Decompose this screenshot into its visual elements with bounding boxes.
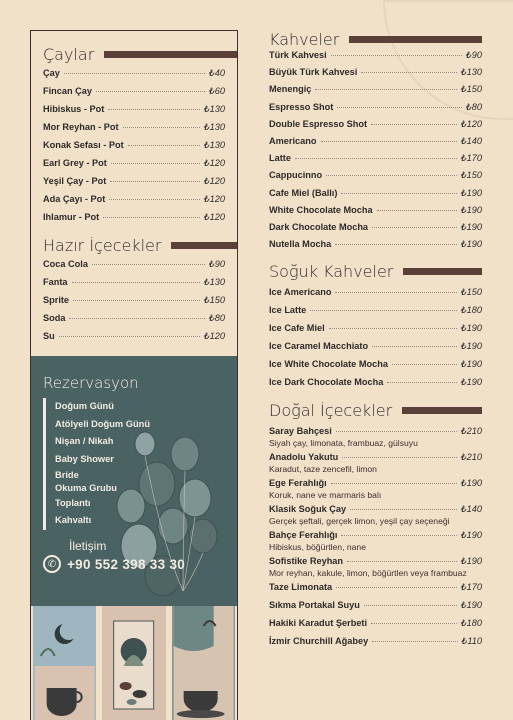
dogal-item [269,600,482,614]
menu-item-name: Cafe Miel (Ballı) [269,187,338,198]
menu-item [43,277,225,295]
rezervasyon-item: Nişan / Nikah [55,436,114,447]
dot-leader [103,217,200,218]
moon-cup-icon [33,606,96,720]
menu-item-price: ₺190 [460,204,482,215]
menu-item-price: ₺60 [208,86,225,96]
dot-leader [331,55,462,56]
menu-item-name: Espresso Shot [269,101,334,112]
dot-leader [341,193,456,194]
dot-leader [377,210,457,211]
menu-item-price: ₺130 [203,122,225,132]
menu-item-price: ₺190 [460,530,482,541]
menu-item-price: ₺120 [203,158,225,168]
menu-item-price: ₺80 [208,313,225,323]
menu-item-name: Yeşil Çay - Pot [43,176,107,186]
menu-item-name: Türk Kahvesi [269,50,327,60]
menu-item-price: ₺190 [460,239,482,250]
menu-item [269,287,482,305]
dogal-title: Doğal İçecekler [269,401,393,421]
rezervasyon-item: Toplantı [55,497,91,508]
menu-item [269,636,482,650]
menu-item-price: ₺190 [460,341,482,352]
contact-label: İletişim [69,539,107,553]
menu-item-name: Su [43,331,55,341]
menu-item [269,67,482,84]
hazir-section-title [31,236,237,255]
menu-item-price: ₺130 [203,104,225,114]
menu-item-name: İzmir Churchill Ağabey [269,636,369,647]
title-bar [171,242,237,249]
illustration-tiles [31,606,237,720]
menu-item [269,359,482,377]
title-bar [402,407,482,414]
menu-item [269,600,482,614]
dogal-item [269,618,482,632]
soguk-section-title [269,262,482,281]
menu-item [43,158,225,176]
menu-item [43,122,225,140]
menu-item-name: Fincan Çay [43,86,93,96]
rezervasyon-item: Baby Shower [55,454,114,465]
dot-leader [341,535,456,536]
menu-item-description: Koruk, nane ve marmaris balı [269,490,382,501]
menu-item-description: Siyah çay, limonata, frambuaz, gülsuyu [269,438,418,449]
dot-leader [364,605,457,606]
menu-item-name: Earl Grey - Pot [43,158,107,168]
hazir-title: Hazır İçecekler [43,236,162,255]
dot-leader [69,318,204,319]
menu-item-name: Saray Bahçesi [269,426,332,437]
menu-item-price: ₺120 [203,331,225,341]
dot-leader [342,457,457,458]
menu-item [43,176,225,194]
dot-leader [361,72,456,73]
dot-leader [128,145,200,146]
soguk-list [269,287,482,395]
menu-item-price: ₺120 [203,194,225,204]
teacup-tile [172,606,235,720]
dot-leader [371,124,457,125]
dot-leader [335,292,456,293]
soguk-title: Soğuk Kahveler [269,262,394,282]
menu-item [269,102,482,119]
menu-item-name: Sprite [43,295,70,305]
dogal-item [269,452,482,475]
menu-item-price: ₺190 [460,556,482,567]
dogal-item [269,530,482,553]
kahveler-list [269,50,482,256]
menu-item-name: Bahçe Ferahlığı [269,530,338,541]
plant-jar-icon [102,606,165,720]
dot-leader [123,127,200,128]
menu-item-name: Konak Sefası - Pot [43,140,124,150]
menu-item-price: ₺190 [460,478,482,489]
menu-item [269,153,482,170]
dot-leader [111,163,200,164]
menu-item-name: Ice Caramel Macchiato [269,341,369,352]
right-column [269,30,482,654]
menu-item-name: Sıkma Portakal Suyu [269,600,360,611]
dot-leader [110,181,199,182]
menu-item-name: Soda [43,313,66,323]
menu-item [269,188,482,205]
menu-item-name: Ice Cafe Miel [269,323,325,334]
menu-item [269,170,482,187]
menu-item [269,582,482,596]
menu-item-name: Coca Cola [43,259,88,269]
menu-item [269,305,482,323]
rezervasyon-title: Rezervasyon [43,374,139,392]
menu-item-price: ₺150 [460,84,482,95]
plant-jar-tile [102,606,165,720]
menu-item [269,50,482,67]
menu-item-name: Hakiki Karadut Şerbeti [269,618,368,629]
menu-item-price: ₺190 [460,600,482,611]
menu-item-name: Menengiç [269,84,312,95]
menu-item-price: ₺190 [460,187,482,198]
hazir-list [31,259,237,349]
dot-leader [310,310,457,311]
menu-item-name: Dark Chocolate Mocha [269,221,369,232]
menu-item-price: ₺190 [460,221,482,232]
dot-leader [315,89,456,90]
menu-item [269,377,482,395]
dot-leader [92,264,205,265]
menu-item-price: ₺90 [465,50,482,60]
title-bar [104,51,237,58]
cay-list [31,68,237,230]
menu-item-price: ₺180 [460,305,482,316]
dot-leader [331,483,457,484]
menu-item-price: ₺150 [203,295,225,305]
menu-item-name: Çay [43,68,60,78]
menu-item-name: Büyük Türk Kahvesi [269,67,358,78]
menu-item-price: ₺130 [203,140,225,150]
dot-leader [326,175,457,176]
dogal-item [269,478,482,501]
menu-item [43,194,225,212]
menu-item-price: ₺150 [460,170,482,181]
menu-item-name: Klasik Soğuk Çay [269,504,347,515]
menu-item [269,323,482,341]
menu-item [43,104,225,122]
menu-item [269,618,482,632]
dogal-item [269,426,482,449]
menu-item-price: ₺130 [460,67,482,78]
menu-item-price: ₺150 [460,287,482,298]
menu-item-price: ₺120 [460,118,482,129]
menu-item-price: ₺170 [460,153,482,164]
menu-item [43,140,225,158]
menu-item [43,295,225,313]
cay-title: Çaylar [43,45,95,64]
menu-item-name: Ice Americano [269,287,332,298]
menu-item-price: ₺120 [203,212,225,222]
contact-block [43,539,185,573]
dogal-item [269,582,482,596]
menu-item-name: Mor Reyhan - Pot [43,122,119,132]
menu-item [43,313,225,331]
menu-item [269,205,482,222]
dot-leader [371,623,457,624]
dot-leader [96,91,205,92]
cay-section-title [31,45,237,64]
menu-item [269,119,482,136]
rezervasyon-panel [31,356,237,606]
menu-item [269,239,482,256]
menu-item-name: Latte [269,153,291,164]
dot-leader [64,73,205,74]
dot-leader [372,227,457,228]
contact-phone[interactable]: +90 552 398 33 30 [67,556,186,572]
menu-item-price: ₺110 [461,636,482,647]
dot-leader [321,141,457,142]
menu-item [43,86,225,104]
menu-item-name: Americano [269,135,317,146]
dot-leader [372,346,457,347]
moon-cup-tile [33,606,96,720]
menu-item [269,222,482,239]
menu-item-name: Ada Çayı - Pot [43,194,106,204]
kahveler-section-title [269,30,482,49]
menu-item [43,68,225,86]
dot-leader [372,641,457,642]
menu-item-name: Taze Limonata [269,582,333,593]
dot-leader [335,244,457,245]
menu-item-name: Hibiskus - Pot [43,104,105,114]
menu-item [269,84,482,101]
dot-leader [72,282,200,283]
menu-item-price: ₺40 [208,68,225,78]
menu-item-description: Gerçek şeftali, gerçek limon, yeşil çay seçeneği [269,516,450,527]
menu-item-description: Karadut, taze zencefil, limon [269,464,377,475]
dot-leader [387,382,456,383]
dot-leader [59,336,200,337]
menu-item-name: Ice Latte [269,305,307,316]
menu-item-name: Ihlamur - Pot [43,212,100,222]
menu-item-name: Double Espresso Shot [269,118,368,129]
dot-leader [337,107,462,108]
dot-leader [73,300,200,301]
menu-item-price: ₺190 [460,323,482,334]
title-bar [403,268,482,275]
menu-item-price: ₺180 [460,618,482,629]
menu-item-price: ₺140 [460,504,482,515]
dot-leader [295,158,457,159]
menu-item-name: Ice Dark Chocolate Mocha [269,377,384,388]
menu-item-name: Ege Ferahlığı [269,478,327,489]
dogal-section-title [269,401,482,420]
dot-leader [336,587,457,588]
contact-row [43,555,185,573]
dogal-item [269,504,482,527]
teacup-icon [172,606,235,720]
menu-item-name: Anadolu Yakutu [269,452,339,463]
title-bar [349,36,482,43]
menu-item-name: Fanta [43,277,68,287]
dogal-list [269,426,482,650]
rezervasyon-item: Atölyeli Doğum Günü [55,418,151,429]
menu-item-price: ₺210 [460,426,482,437]
dot-leader [336,431,457,432]
dot-leader [109,199,200,200]
menu-item-price: ₺210 [460,452,482,463]
dogal-item [269,556,482,579]
whatsapp-icon: ✆ [43,555,61,573]
rezervasyon-item: Bride [55,469,79,480]
menu-item [43,212,225,230]
dogal-item [269,636,482,650]
menu-item-price: ₺130 [203,277,225,287]
menu-item-description: Hibiskus, böğürtlen, nane [269,542,366,553]
menu-item-name: Ice White Chocolate Mocha [269,359,388,370]
kahveler-title: Kahveler [269,30,340,49]
rezervasyon-item: Kahvaltı [55,515,92,526]
menu-item-price: ₺80 [465,101,482,112]
menu-item-price: ₺90 [208,259,225,269]
menu-item-price: ₺120 [203,176,225,186]
rezervasyon-item: Doğum Günü [55,401,114,411]
menu-item-name: Nutella Mocha [269,239,332,250]
menu-item [269,341,482,359]
menu-item-price: ₺190 [460,377,482,388]
menu-item-name: Sofistike Reyhan [269,556,344,567]
dot-leader [347,561,457,562]
menu-item [43,331,225,349]
menu-item-description: Mor reyhan, kakule, limon, böğürtlen veya frambuaz [269,568,467,579]
dot-leader [350,509,457,510]
dot-leader [392,364,457,365]
menu-item [43,259,225,277]
menu-item-name: White Chocolate Mocha [269,204,373,215]
menu-item-name: Cappucinno [269,170,323,181]
menu-item-price: ₺170 [460,582,482,593]
dot-leader [329,328,457,329]
rezervasyon-item: Okuma Grubu [55,482,117,493]
menu-item [269,136,482,153]
menu-item-price: ₺140 [460,135,482,146]
dot-leader [108,109,200,110]
menu-item-price: ₺190 [460,359,482,370]
left-column [30,30,238,720]
